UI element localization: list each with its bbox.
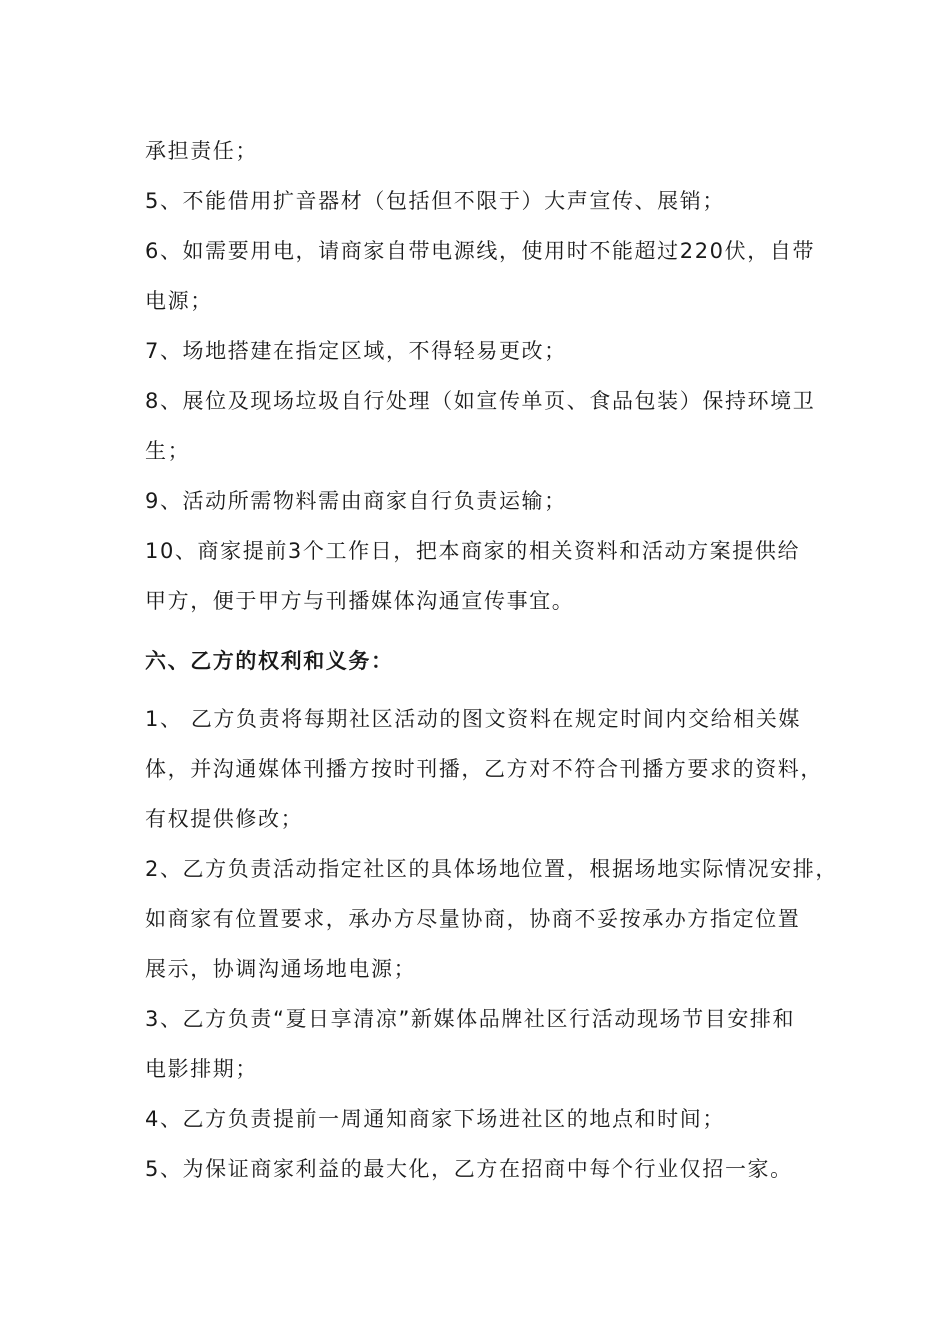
text-line: 5、不能借用扩音器材（包括但不限于）大声宣传、展销；: [145, 189, 725, 213]
text-line: 体，并沟通媒体刊播方按时刊播，乙方对不符合刊播方要求的资料，: [145, 757, 823, 781]
text-line: 甲方，便于甲方与刊播媒体沟通宣传事宜。: [145, 589, 575, 613]
text-line: 5、为保证商家利益的最大化，乙方在招商中每个行业仅招一家。: [145, 1157, 793, 1181]
text-line: 1、 乙方负责将每期社区活动的图文资料在规定时间内交给相关媒: [145, 707, 802, 731]
text-line: 10、商家提前3个工作日，把本商家的相关资料和活动方案提供给: [145, 539, 801, 563]
text-line: 如商家有位置要求，承办方尽量协商，协商不妥按承办方指定位置: [145, 907, 801, 931]
text-line: 4、乙方负责提前一周通知商家下场进社区的地点和时间；: [145, 1107, 725, 1131]
text-line: 9、活动所需物料需由商家自行负责运输；: [145, 489, 567, 513]
section-heading: 六、乙方的权利和义务：: [145, 649, 394, 673]
text-line: 2、乙方负责活动指定社区的具体场地位置，根据场地实际情况安排，: [145, 857, 838, 881]
text-line: 电源；: [145, 289, 213, 313]
text-line: 7、场地搭建在指定区域，不得轻易更改；: [145, 339, 567, 363]
text-line: 有权提供修改；: [145, 807, 304, 831]
text-line: 电影排期；: [145, 1057, 258, 1081]
text-line: 8、展位及现场垃圾自行处理（如宣传单页、食品包装）保持环境卫: [145, 389, 816, 413]
text-line: 承担责任；: [145, 139, 258, 163]
text-line: 展示，协调沟通场地电源；: [145, 957, 417, 981]
text-line: 3、乙方负责“夏日享清凉”新媒体品牌社区行活动现场节目安排和: [145, 1007, 796, 1031]
text-line: 生；: [145, 439, 191, 463]
text-line: 6、如需要用电，请商家自带电源线，使用时不能超过220伏，自带: [145, 239, 816, 263]
